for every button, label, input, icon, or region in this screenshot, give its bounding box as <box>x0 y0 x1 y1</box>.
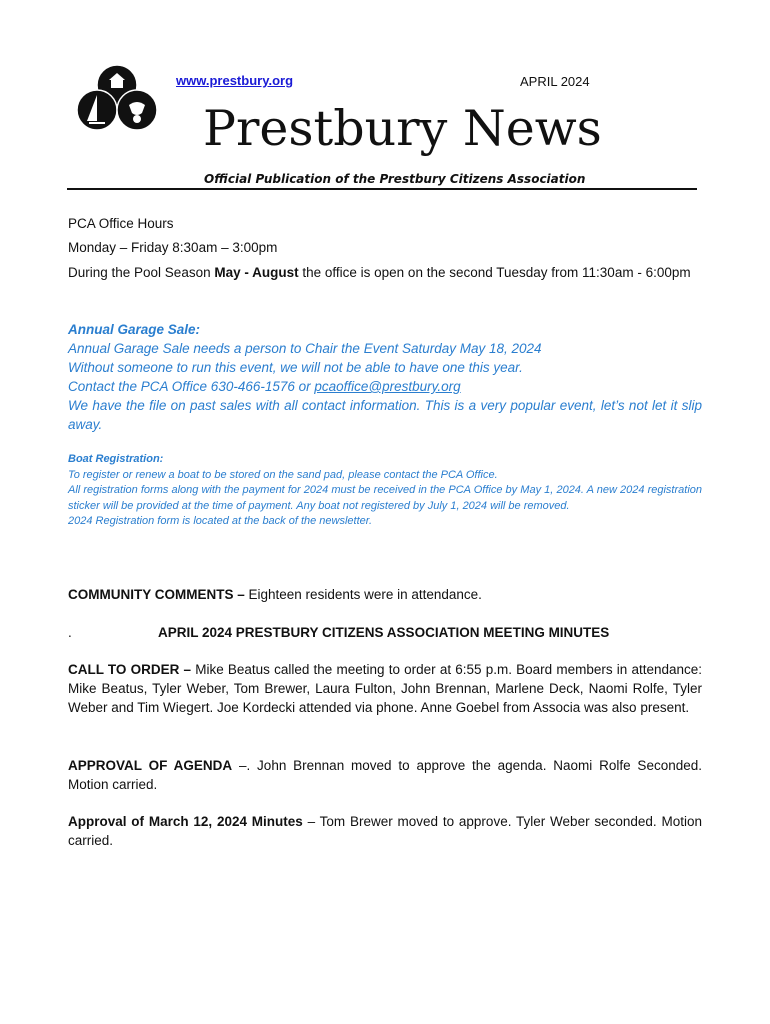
approval-of-minutes: Approval of March 12, 2024 Minutes – Tom Brewer moved to approve. Tyler Weber seconded. Motion carried. <box>68 814 702 848</box>
garage-sale-line: Annual Garage Sale needs a person to Chair the Event Saturday May 18, 2024 <box>68 341 542 356</box>
call-to-order: CALL TO ORDER – Mike Beatus called the meeting to order at 6:55 p.m. Board members in attendance: Mike Beatus, Tyler Weber, Tom Brewer, Laura Fulton, John Brennan, Marlene Deck, Naomi Rolfe, Tyler Weber and Tim Wiegert. Joe Kordecki attended via phone. Anne Goebel from Associa was also present. <box>68 662 703 715</box>
garage-sale-contact: Contact the PCA Office 630-466-1576 or pcaoffice@prestbury.org <box>68 379 461 394</box>
approval-of-agenda: APPROVAL OF AGENDA –. John Brennan moved to approve the agenda. Naomi Rolfe Seconded. Motion carried. <box>68 758 702 792</box>
community-comments: COMMUNITY COMMENTS – Eighteen residents were in attendance. <box>68 587 482 602</box>
boat-registration-heading: Boat Registration: <box>68 453 164 465</box>
office-hours-days: Monday – Friday 8:30am – 3:00pm <box>68 240 278 255</box>
prestbury-logo-icon <box>77 63 157 135</box>
boat-registration-line: 2024 Registration form is located at the back of the newsletter. <box>68 515 373 528</box>
garage-sale-line: We have the file on past sales with all contact information. This is a very popular event, let’s not let it slip away. <box>68 398 702 432</box>
issue-date: APRIL 2024 <box>520 74 590 89</box>
masthead-title: Prestbury News <box>203 100 602 157</box>
office-hours-title: PCA Office Hours <box>68 216 174 231</box>
pca-email-link[interactable]: pcaoffice@prestbury.org <box>314 379 461 394</box>
office-hours-pool-season: During the Pool Season May - August the office is open on the second Tuesday from 11:30am - 6:00pm <box>68 265 691 280</box>
garage-sale-heading: Annual Garage Sale: <box>68 322 201 337</box>
minutes-dot: . <box>68 625 72 640</box>
header-divider <box>67 188 697 190</box>
boat-registration-line: To register or renew a boat to be stored on the sand pad, please contact the PCA Office. <box>68 468 498 481</box>
boat-registration-line: All registration forms along with the payment for 2024 must be received in the PCA Office by May 1, 2024. A new 2024 registration sticker will be provided at the time of payment. Any boat not registered by July 1, 2024 will be removed. <box>68 484 702 512</box>
garage-sale-section <box>68 320 702 434</box>
boat-registration-section <box>68 452 702 530</box>
masthead-tagline: Official Publication of the Prestbury Citizens Association <box>204 172 586 186</box>
garage-sale-line: Without someone to run this event, we will not be able to have one this year. <box>68 360 523 375</box>
minutes-title-text: APRIL 2024 PRESTBURY CITIZENS ASSOCIATION MEETING MINUTES <box>158 625 610 640</box>
website-link[interactable]: www.prestbury.org <box>176 73 294 88</box>
